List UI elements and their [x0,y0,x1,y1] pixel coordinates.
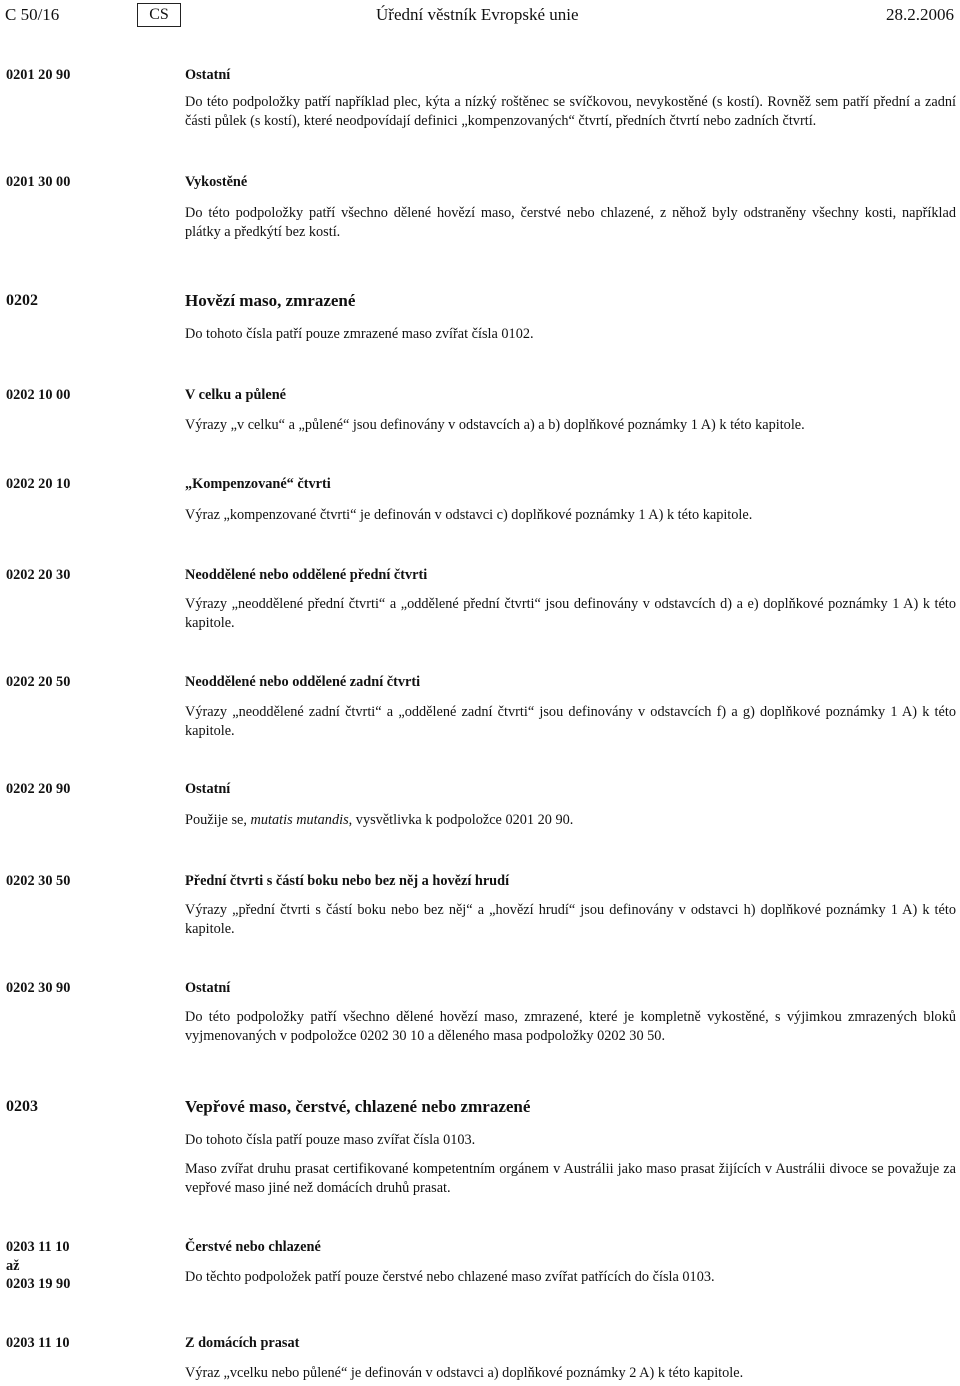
entry-paragraph: Do této podpoložky patří například plec, kýta a nízký roštěnec se svíčkovou, nevykostěné (s kostí). Rovněž sem patří přední a zadní části půlek (s kostí), které neodpovídají definici „kompenzovaných“ čtvrtí, předních čtvrtí nebo zadních čtvrtí. [185,94,956,129]
entry-paragraph: Výrazy „neoddělené přední čtvrti“ a „oddělené přední čtvrti“ jsou definovány v odstavcích d) a e) doplňkové poznámky 1 A) k této kapitole. [185,596,956,631]
entry-heading: Přední čtvrti s částí boku nebo bez něj a hovězí hrudí [185,873,510,889]
language-badge: CS [137,3,181,27]
entry-heading: Z domácích prasat [185,1335,300,1351]
entry-code: 0202 20 50 [6,674,71,690]
entry-code-range [6,1238,176,1294]
entry-heading: Čerstvé nebo chlazené [185,1239,321,1255]
entry-heading: Neoddělené nebo oddělené přední čtvrti [185,567,428,583]
code-range-end: 0203 19 90 [6,1276,71,1292]
entry-heading: „Kompenzované“ čtvrti [185,476,331,492]
entry-code: 0201 30 00 [6,174,71,190]
page-header [0,3,960,29]
entry-paragraph: Do těchto podpoložek patří pouze čerstvé nebo chlazené maso zvířat patřících do čísla 0103. [185,1269,715,1285]
entry-heading: Neoddělené nebo oddělené zadní čtvrti [185,674,421,690]
latin-phrase: mutatis mutandis [250,812,349,828]
entry-heading: Vykostěné [185,174,248,190]
entry-paragraph: Výrazy „přední čtvrti s částí boku nebo bez něj“ a „hovězí hrudí“ jsou definovány v odstavci h) doplňkové poznámky 1 A) k této kapitole. [185,902,956,937]
entry-heading: Ostatní [185,67,231,83]
code-range-separator: až [6,1257,20,1274]
entry-paragraph: Výraz „vcelku nebo půlené“ je definován v odstavci a) doplňkové poznámky 2 A) k této kapitole. [185,1365,744,1381]
entry-paragraph [185,811,956,830]
entry-code: 0202 10 00 [6,387,71,403]
entry-code: 0202 30 90 [6,980,71,996]
entry-code: 0203 [6,1098,38,1115]
entry-paragraph: Do této podpoložky patří všechno dělené hovězí maso, čerstvé nebo chlazené, z něhož byly odstraněny všechny kosti, například plátky a předkýtí bez kostí. [185,205,956,240]
entry-code: 0202 [6,292,38,309]
entry-paragraph: Do této podpoložky patří všechno dělené hovězí maso, zmrazené, které je kompletně vykostěné, s výjimkou zmrazených bloků vyjmenovaných v podpoložce 0202 30 10 a děleného masa podpoložky 0202 30 50. [185,1009,956,1044]
entry-heading: Ostatní [185,781,231,797]
entry-code: 0202 20 90 [6,781,71,797]
entry-heading: Ostatní [185,980,231,996]
entry-heading: Vepřové maso, čerstvé, chlazené nebo zmrazené [185,1097,531,1116]
entry-paragraph: Do tohoto čísla patří pouze maso zvířat čísla 0103. [185,1132,476,1148]
paragraph-text: , vysvětlivka k podpoložce 0201 20 90. [348,812,574,828]
entry-paragraph: Do tohoto čísla patří pouze zmrazené maso zvířat čísla 0102. [185,326,534,342]
entry-paragraph: Maso zvířat druhu prasat certifikované kompetentním orgánem v Austrálii jako maso prasat žijících v Austrálii divoce se považuje za vepřové maso jiné než domácích druhů prasat. [185,1161,956,1196]
entry-paragraph: Výrazy „neoddělené zadní čtvrti“ a „oddělené zadní čtvrti“ jsou definovány v odstavcích f) a g) doplňkové poznámky 1 A) k této kapitole. [185,704,956,739]
publication-date: 28.2.2006 [886,5,954,24]
entry-code: 0201 20 90 [6,67,71,83]
entry-heading: V celku a půlené [185,387,287,403]
code-range-start: 0203 11 10 [6,1239,70,1255]
entry-paragraph: Výraz „kompenzované čtvrti“ je definován v odstavci c) doplňkové poznámky 1 A) k této kapitole. [185,507,753,523]
entry-code: 0203 11 10 [6,1335,70,1351]
entry-heading: Hovězí maso, zmrazené [185,291,356,310]
entry-paragraph: Výrazy „v celku“ a „půlené“ jsou definovány v odstavcích a) a b) doplňkové poznámky 1 A) k této kapitole. [185,417,805,433]
entry-code: 0202 30 50 [6,873,71,889]
paragraph-text: Použije se, [185,812,251,828]
entry-code: 0202 20 10 [6,476,71,492]
journal-title: Úřední věstník Evropské unie [376,5,579,24]
entry-code: 0202 20 30 [6,567,71,583]
journal-reference: C 50/16 [5,5,60,24]
